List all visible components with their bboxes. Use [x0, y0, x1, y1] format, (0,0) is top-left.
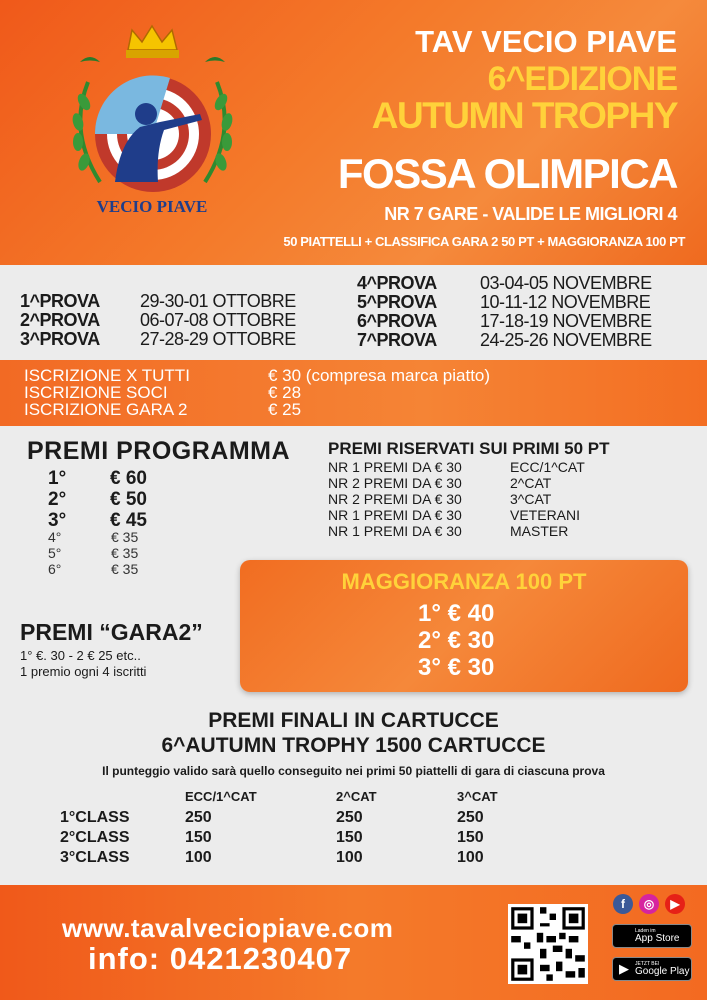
premi-riservati-title: PREMI RISERVATI SUI PRIMI 50 PT: [328, 439, 610, 458]
column-header: ECC/1^CAT: [185, 789, 257, 804]
cartridge-value: 100: [336, 849, 363, 866]
fee-label: ISCRIZIONE X TUTTI: [24, 366, 190, 385]
maggioranza-prize: 1° € 40: [418, 600, 495, 627]
prize-value: € 60: [110, 468, 147, 489]
reserved-prize-category: ECC/1^CAT: [510, 459, 585, 475]
fee-label: ISCRIZIONE SOCI: [24, 383, 168, 402]
schedule-october: [20, 292, 296, 349]
reserved-prize-label: NR 1 PREMI DA € 30: [328, 459, 462, 475]
prize-row: [48, 468, 147, 489]
facebook-icon[interactable]: f: [613, 894, 633, 914]
schedule-row: [357, 312, 652, 331]
round-label: 1^PROVA: [20, 291, 100, 311]
appstore-small-text: Laden im: [635, 927, 656, 934]
reserved-prize-category: MASTER: [510, 523, 569, 539]
gara2-title: PREMI “GARA2”: [20, 619, 203, 645]
round-label: 6^PROVA: [357, 311, 437, 331]
prize-row: [48, 545, 138, 561]
premi-programma-top: [48, 468, 147, 531]
maggioranza-prize: 2° € 30: [418, 627, 495, 654]
schedule-row: [20, 292, 296, 311]
google-play-badge[interactable]: [612, 957, 692, 981]
reserved-prize-category: 2^CAT: [510, 475, 552, 491]
premi-riservati-list: [328, 459, 585, 539]
prize-position: 5°: [48, 545, 62, 561]
instagram-icon[interactable]: ◎: [639, 894, 659, 914]
schedule-row: [20, 330, 296, 349]
prize-position: 2°: [48, 489, 67, 510]
scoring-note: Il punteggio valido sarà quello conseguito nei primi 50 piattelli di gara di ciascuna prova: [102, 764, 605, 778]
round-label: 3^PROVA: [20, 329, 100, 349]
fee-label: ISCRIZIONE GARA 2: [24, 400, 188, 419]
fee-value: € 28: [268, 383, 302, 402]
fee-value: € 30 (compresa marca piatto): [268, 366, 491, 385]
maggioranza-title: MAGGIORANZA 100 PT: [341, 569, 587, 594]
cartridge-value: 250: [457, 809, 484, 826]
cartridge-value: 100: [457, 849, 484, 866]
column-header: 3^CAT: [457, 789, 498, 804]
fee-row: [24, 384, 490, 401]
qr-code[interactable]: [508, 904, 588, 984]
cartridge-value: 150: [336, 829, 363, 846]
round-label: 5^PROVA: [357, 292, 437, 312]
youtube-icon[interactable]: ▶: [665, 894, 685, 914]
cartridge-value: 150: [185, 829, 212, 846]
logo-text: VECIO PIAVE: [96, 197, 208, 216]
schedule-november: [357, 274, 652, 350]
vecio-piave-logo: [60, 22, 245, 222]
cartridge-value: 250: [336, 809, 363, 826]
reserved-prize-row: [328, 459, 585, 475]
schedule-row: [357, 331, 652, 350]
round-dates: 29-30-01 OTTOBRE: [140, 291, 296, 311]
column-header: 2^CAT: [336, 789, 377, 804]
round-dates: 27-28-29 OTTOBRE: [140, 329, 296, 349]
prize-row: [48, 561, 138, 577]
round-dates: 17-18-19 NOVEMBRE: [480, 311, 652, 331]
reserved-prize-category: 3^CAT: [510, 491, 552, 507]
googleplay-small-text: JETZT BEI: [635, 960, 660, 967]
class-label: 1°CLASS: [60, 809, 130, 826]
schedule-row: [357, 293, 652, 312]
prize-value: € 35: [111, 561, 139, 577]
prize-value: € 45: [110, 510, 147, 531]
trophy-title: AUTUMN TROPHY: [371, 95, 677, 136]
cartridge-value: 100: [185, 849, 212, 866]
googleplay-large-text: Google Play: [635, 965, 690, 977]
premi-finali-title: PREMI FINALI IN CARTUCCE: [208, 709, 499, 732]
fee-row: [24, 401, 490, 418]
reserved-prize-row: [328, 491, 585, 507]
gara2-rule: 1 premio ogni 4 iscritti: [20, 664, 147, 679]
prize-row: [48, 510, 147, 531]
prize-row: [48, 529, 138, 545]
google-play-icon: ▶: [619, 961, 629, 976]
registration-fees: [24, 367, 490, 418]
reserved-prize-label: NR 1 PREMI DA € 30: [328, 507, 462, 523]
round-dates: 06-07-08 OTTOBRE: [140, 310, 296, 330]
cartridge-value: 150: [457, 829, 484, 846]
fee-value: € 25: [268, 400, 302, 419]
class-label: 2°CLASS: [60, 829, 130, 846]
round-label: 7^PROVA: [357, 330, 437, 350]
maggioranza-prize: 3° € 30: [418, 654, 495, 681]
reserved-prize-label: NR 2 PREMI DA € 30: [328, 491, 462, 507]
round-dates: 24-25-26 NOVEMBRE: [480, 330, 652, 350]
reserved-prize-row: [328, 475, 585, 491]
round-label: 2^PROVA: [20, 310, 100, 330]
races-subtitle: NR 7 GARE - VALIDE LE MIGLIORI 4: [384, 204, 677, 224]
premi-programma-rest: [48, 529, 138, 577]
fee-row: [24, 367, 490, 384]
round-dates: 03-04-05 NOVEMBRE: [480, 273, 652, 293]
header-banner: [0, 0, 707, 265]
schedule-row: [20, 311, 296, 330]
website-link[interactable]: www.tavalveciopiave.com: [62, 913, 394, 943]
reserved-prize-row: [328, 523, 585, 539]
prize-position: 4°: [48, 529, 62, 545]
prize-position: 3°: [48, 510, 67, 531]
info-phone: info: 0421230407: [88, 941, 353, 976]
app-store-badge[interactable]: [612, 924, 692, 948]
reserved-prize-category: VETERANI: [510, 507, 581, 523]
maggioranza-box: [240, 560, 688, 692]
class-label: 3°CLASS: [60, 849, 130, 866]
prize-row: [48, 489, 147, 510]
round-dates: 10-11-12 NOVEMBRE: [480, 292, 651, 312]
reserved-prize-label: NR 2 PREMI DA € 30: [328, 475, 462, 491]
prize-position: 6°: [48, 561, 62, 577]
gara2-prizes: 1° €. 30 - 2 € 25 etc..: [20, 648, 141, 663]
premi-programma-title: PREMI PROGRAMMA: [27, 437, 291, 465]
schedule-row: [357, 274, 652, 293]
round-label: 4^PROVA: [357, 273, 437, 293]
prize-position: 1°: [48, 468, 67, 489]
discipline-title: FOSSA OLIMPICA: [337, 150, 677, 197]
rules-subtitle: 50 PIATTELLI + CLASSIFICA GARA 2 50 PT + MAGGIORANZA 100 PT: [283, 234, 685, 249]
prize-value: € 35: [111, 545, 139, 561]
reserved-prize-row: [328, 507, 585, 523]
edition-title: 6^EDIZIONE: [487, 60, 677, 98]
club-name: TAV VECIO PIAVE: [415, 24, 677, 59]
prize-value: € 50: [110, 489, 147, 510]
cartridge-value: 250: [185, 809, 212, 826]
reserved-prize-label: NR 1 PREMI DA € 30: [328, 523, 462, 539]
trophy-cartridges-title: 6^AUTUMN TROPHY 1500 CARTUCCE: [161, 734, 546, 757]
appstore-large-text: App Store: [635, 932, 680, 944]
prize-value: € 35: [111, 529, 139, 545]
